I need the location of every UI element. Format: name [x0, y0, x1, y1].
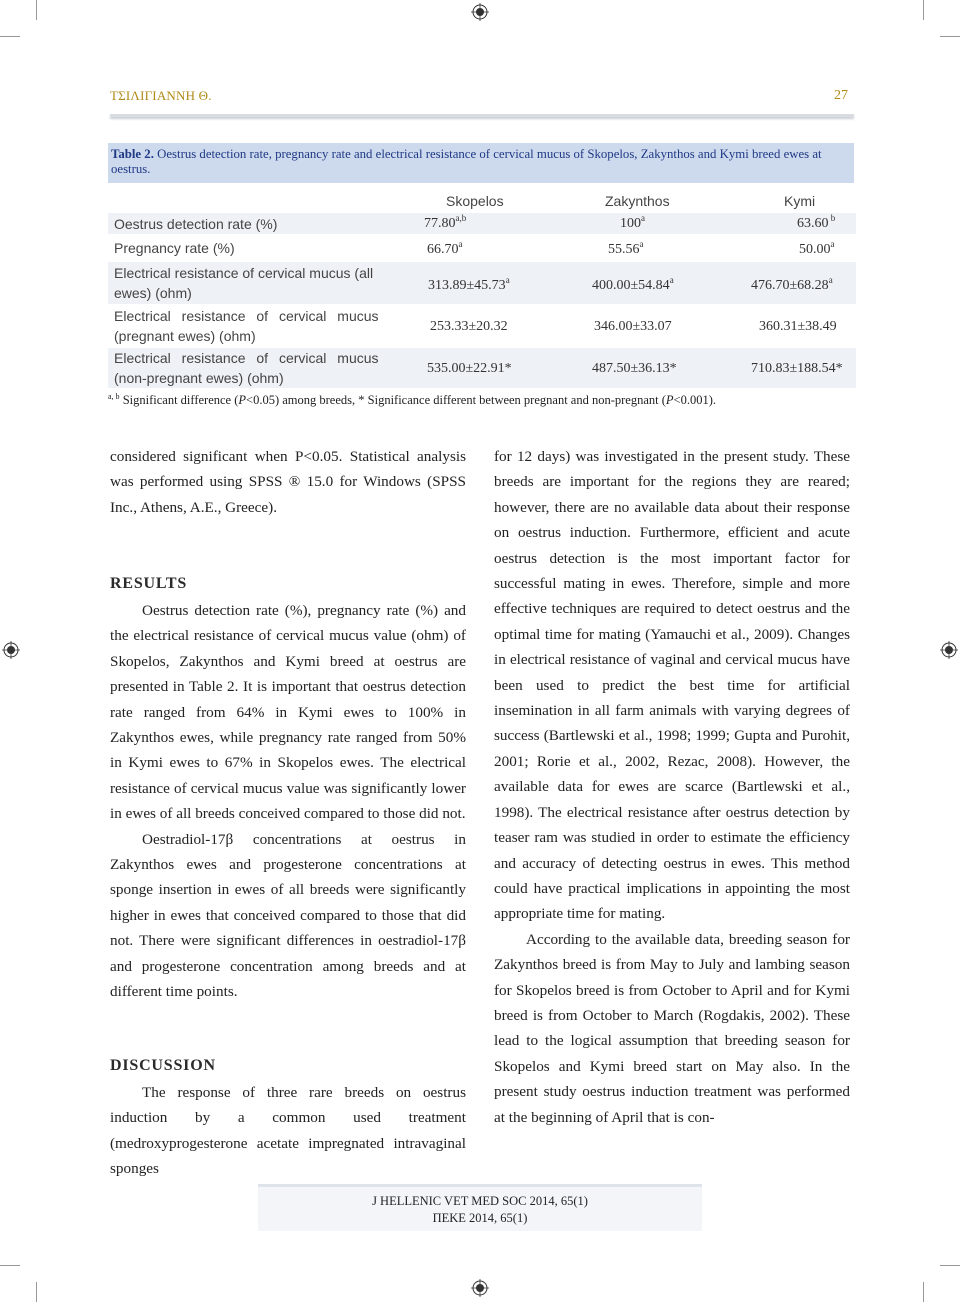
table-cell: 400.00±54.84$^a$	[592, 275, 674, 293]
row-label: Electrical resistance of cervical mucus (non-pregnant ewes) (ohm)	[114, 350, 379, 386]
table-cell: 50.00$^a$	[799, 239, 835, 257]
registration-mark-icon	[2, 641, 20, 659]
paragraph: considered significant when P<0.05. Statistical analysis was performed using SPSS ® 15.0 for Windows (SPSS Inc., Athens, A.E., Greece).	[110, 448, 466, 516]
row-label: Electrical resistance of cervical mucus (pregnant ewes) (ohm)	[114, 308, 379, 344]
table-cell: 55.56$^a$	[608, 239, 644, 257]
table-cell: 313.89±45.73$^a$	[428, 275, 510, 293]
header-rule	[110, 114, 854, 117]
right-column	[494, 444, 850, 1130]
table-cell: 77.80$^{a,b}$	[424, 213, 467, 231]
paragraph: According to the available data, breeding season for Zakynthos breed is from May to July and lambing season for Skopelos breed is from October to April and for Kymi breed is from October to March (Rogdakis, 2002). These lead to the logical assumption that breeding season for Skopelos and Kymi breed start on May also. In the present study oestrus induction treatment was performed at the beginning of April that is con-	[494, 930, 850, 1126]
data-table	[108, 191, 856, 387]
table-row	[108, 262, 856, 304]
crop-mark	[0, 1265, 20, 1266]
table-row	[108, 237, 856, 259]
table-cell: 710.83±188.54*	[751, 361, 843, 376]
crop-mark	[940, 36, 960, 37]
registration-mark-icon	[940, 641, 958, 659]
crop-mark	[923, 0, 924, 20]
column-header: Kymi	[784, 193, 816, 209]
section-heading-discussion: DISCUSSION	[110, 1057, 216, 1074]
table-caption-text: Oestrus detection rate, pregnancy rate and electrical resistance of cervical mucus of Skopelos, Zakynthos and Kymi breed ewes at oestrus.	[111, 147, 822, 176]
column-header: Skopelos	[446, 193, 504, 209]
table-cell: 63.60 $^b$	[797, 213, 836, 231]
discussion-section	[110, 1080, 466, 1182]
left-column-intro	[110, 444, 466, 520]
crop-mark	[940, 1265, 960, 1266]
running-head-author: ΤΣΙΛΙΓΙΑΝΝΗ Θ.	[110, 88, 212, 103]
table-row	[108, 306, 856, 348]
paragraph: Oestradiol-17β concentrations at oestrus in Zakynthos ewes and progesterone concentrations at sponge insertion in ewes of all breeds were significantly higher in ewes that conceived compared to those that did not. There were significant differences in oestradiol-17β and progesterone concentration among breeds and at different time points.	[110, 830, 466, 1001]
paragraph: The response of three rare breeds on oestrus induction by a common used treatment (medroxyprogesterone acetate impregnated intravaginal sponges	[110, 1084, 466, 1178]
table-row	[108, 213, 856, 234]
registration-mark-icon	[471, 1279, 489, 1297]
section-heading-results: RESULTS	[110, 575, 188, 592]
table-cell: 66.70$^a$	[427, 239, 463, 257]
paragraph: Oestrus detection rate (%), pregnancy rate (%) and the electrical resistance of cervical mucus value (ohm) of Skopelos, Zakynthos and Kymi breed at oestrus are presented in Table 2. It is important that oestrus detection rate ranged from 64% in Kymi ewes to 100% in Zakynthos ewes, while pregnancy rate ranged from 50% in Kymi ewes to 67% in Skopelos ewes. The electrical resistance of cervical mucus value was significantly lower in ewes of all breeds conceived compared to those did not.	[110, 602, 466, 823]
paragraph: for 12 days) was investigated in the present study. These breeds are important for the regions they are reared; however, there are no available data about their response on oestrus induction. Furthermore, efficient and acute oestrus detection is the most important factor for successful mating in ewes. Therefore, simple and more effective techniques are required to detect oestrus and the optimal time for mating (Yamauchi et al., 2009). Changes in electrical resistance of vaginal and cervical mucus have been used to predict the best time for artificial insemination in all farm animals with varying degrees of success (Bartlewski et al., 1998; 1999; Gupta and Purohit, 2001; Rorie et al., 2002, Rezac, 2008). However, the available data for ewes are scarce (Bartlewski et al., 1998). The electrical resistance after oestrus detection by teaser ram was studied in order to estimate the efficiency and accuracy of detecting oestrus in ewes. This method could have practical implications in appointing the most appropriate time for mating.	[494, 448, 850, 923]
table-cell: 100$^a$	[620, 213, 645, 231]
row-label: Oestrus detection rate (%)	[114, 216, 278, 232]
row-label: Electrical resistance of cervical mucus (all ewes) (ohm)	[114, 265, 374, 301]
table-cell: 360.31±38.49	[759, 319, 837, 334]
column-header: Zakynthos	[605, 193, 670, 209]
table-caption-label: Table 2.	[111, 147, 154, 161]
table-caption	[108, 143, 854, 183]
page-number: 27	[834, 88, 848, 103]
table-cell: 346.00±33.07	[594, 319, 672, 334]
table-cell: 487.50±36.13*	[592, 361, 677, 376]
crop-mark	[923, 1282, 924, 1302]
table-footnote: $^{a, b}$ Significant difference (P<0.05) among breeds, * Significance different between pregnant and non-pregnant (P<0.001).	[108, 392, 717, 407]
table-cell: 253.33±20.32	[430, 319, 508, 334]
row-label: Pregnancy rate (%)	[114, 240, 235, 256]
crop-mark	[36, 1282, 37, 1302]
footer-journal-citation: J HELLENIC VET MED SOC 2014, 65(1)	[372, 1194, 588, 1208]
results-section	[110, 598, 466, 1005]
footer-journal-citation-greek: ΠΕΚΕ 2014, 65(1)	[432, 1211, 528, 1225]
crop-mark	[0, 36, 20, 37]
table-row	[108, 348, 856, 388]
table-cell: 535.00±22.91*	[427, 361, 512, 376]
crop-mark	[36, 0, 37, 20]
registration-mark-icon	[471, 3, 489, 21]
table-cell: 476.70±68.28$^a$	[751, 275, 833, 293]
